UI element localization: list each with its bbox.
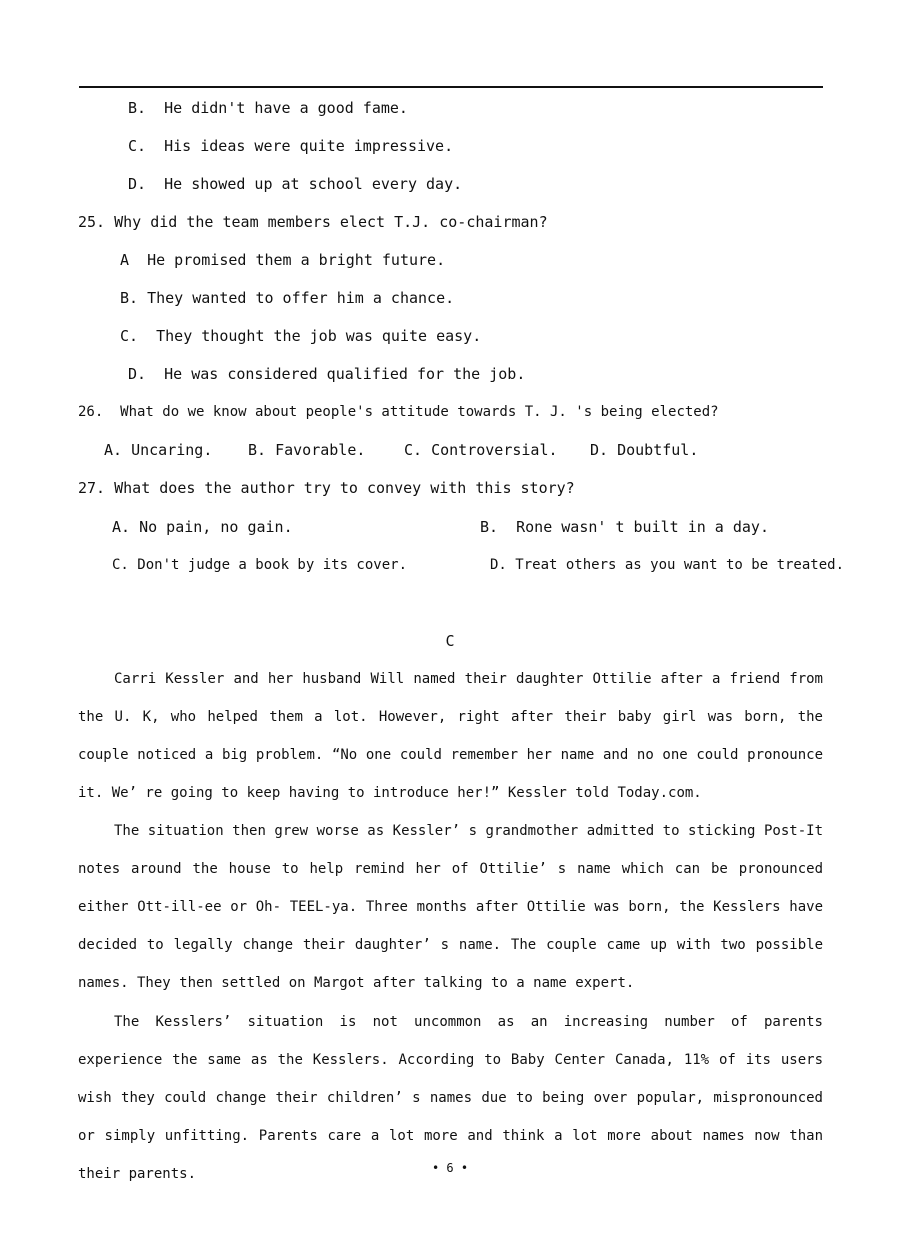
passage-paragraph-3: The Kesslers’ situation is not uncommon as an increasing number of parents experience the same as the Kesslers. According to Baby Center Canada, 11% of its users wish they could change their children’ s names due to being over popular, mispronounced or simply unfitting. Parents care a lot more and think a lot more about names now than their parents. [78,1014,823,1182]
section-label: C [445,632,455,650]
q26-option-c: C. Controversial. [404,441,558,459]
passage-paragraph-2: The situation then grew worse as Kessler’ s grandmother admitted to sticking Post-It notes around the house to help remind her of Ottilie’ s name which can be pronounced either Ott-ill-ee or Oh- TEEL-ya. Three months after Ottilie was born, the Kesslers have decided to legally change their daughter’ s name. The couple came up with two possible names. They then settled on Margot after talking to a name expert. [78,823,823,991]
q26-stem: 26. What do we know about people's attitude towards T. J. 's being elected? [78,404,719,420]
passage-paragraph-1: Carri Kessler and her husband Will named their daughter Ottilie after a friend from the U. K, who helped them a lot. However, right after their baby girl was born, the couple noticed a big problem. “No one could remember her name and no one could pronounce it. We’ re going to keep having to introduce her!” Kessler told Today.com. [78,671,823,801]
q24-option-d: D. He showed up at school every day. [128,175,463,193]
q27-option-a: A. No pain, no gain. [112,518,293,536]
top-divider [79,86,823,88]
page-number: • 6 • [431,1161,469,1175]
q24-option-b: B. He didn't have a good fame. [128,99,408,117]
q25-option-d: D. He was considered qualified for the job. [128,365,526,383]
q25-option-c: C. They thought the job was quite easy. [120,327,482,345]
q27-option-b: B. Rone wasn' t built in a day. [480,518,769,536]
q24-option-c: C. His ideas were quite impressive. [128,137,454,155]
q27-option-c: C. Don't judge a book by its cover. [112,557,408,573]
q25-stem: 25. Why did the team members elect T.J. co-chairman? [78,213,548,231]
q25-option-a: A He promised them a bright future. [120,251,446,269]
q27-option-d: D. Treat others as you want to be treated. [490,557,845,573]
q25-option-b: B. They wanted to offer him a chance. [120,289,455,307]
q26-option-d: D. Doubtful. [590,441,699,459]
q26-option-a: A. Uncaring. [104,441,213,459]
q27-stem: 27. What does the author try to convey with this story? [78,479,575,497]
q26-option-b: B. Favorable. [248,441,366,459]
